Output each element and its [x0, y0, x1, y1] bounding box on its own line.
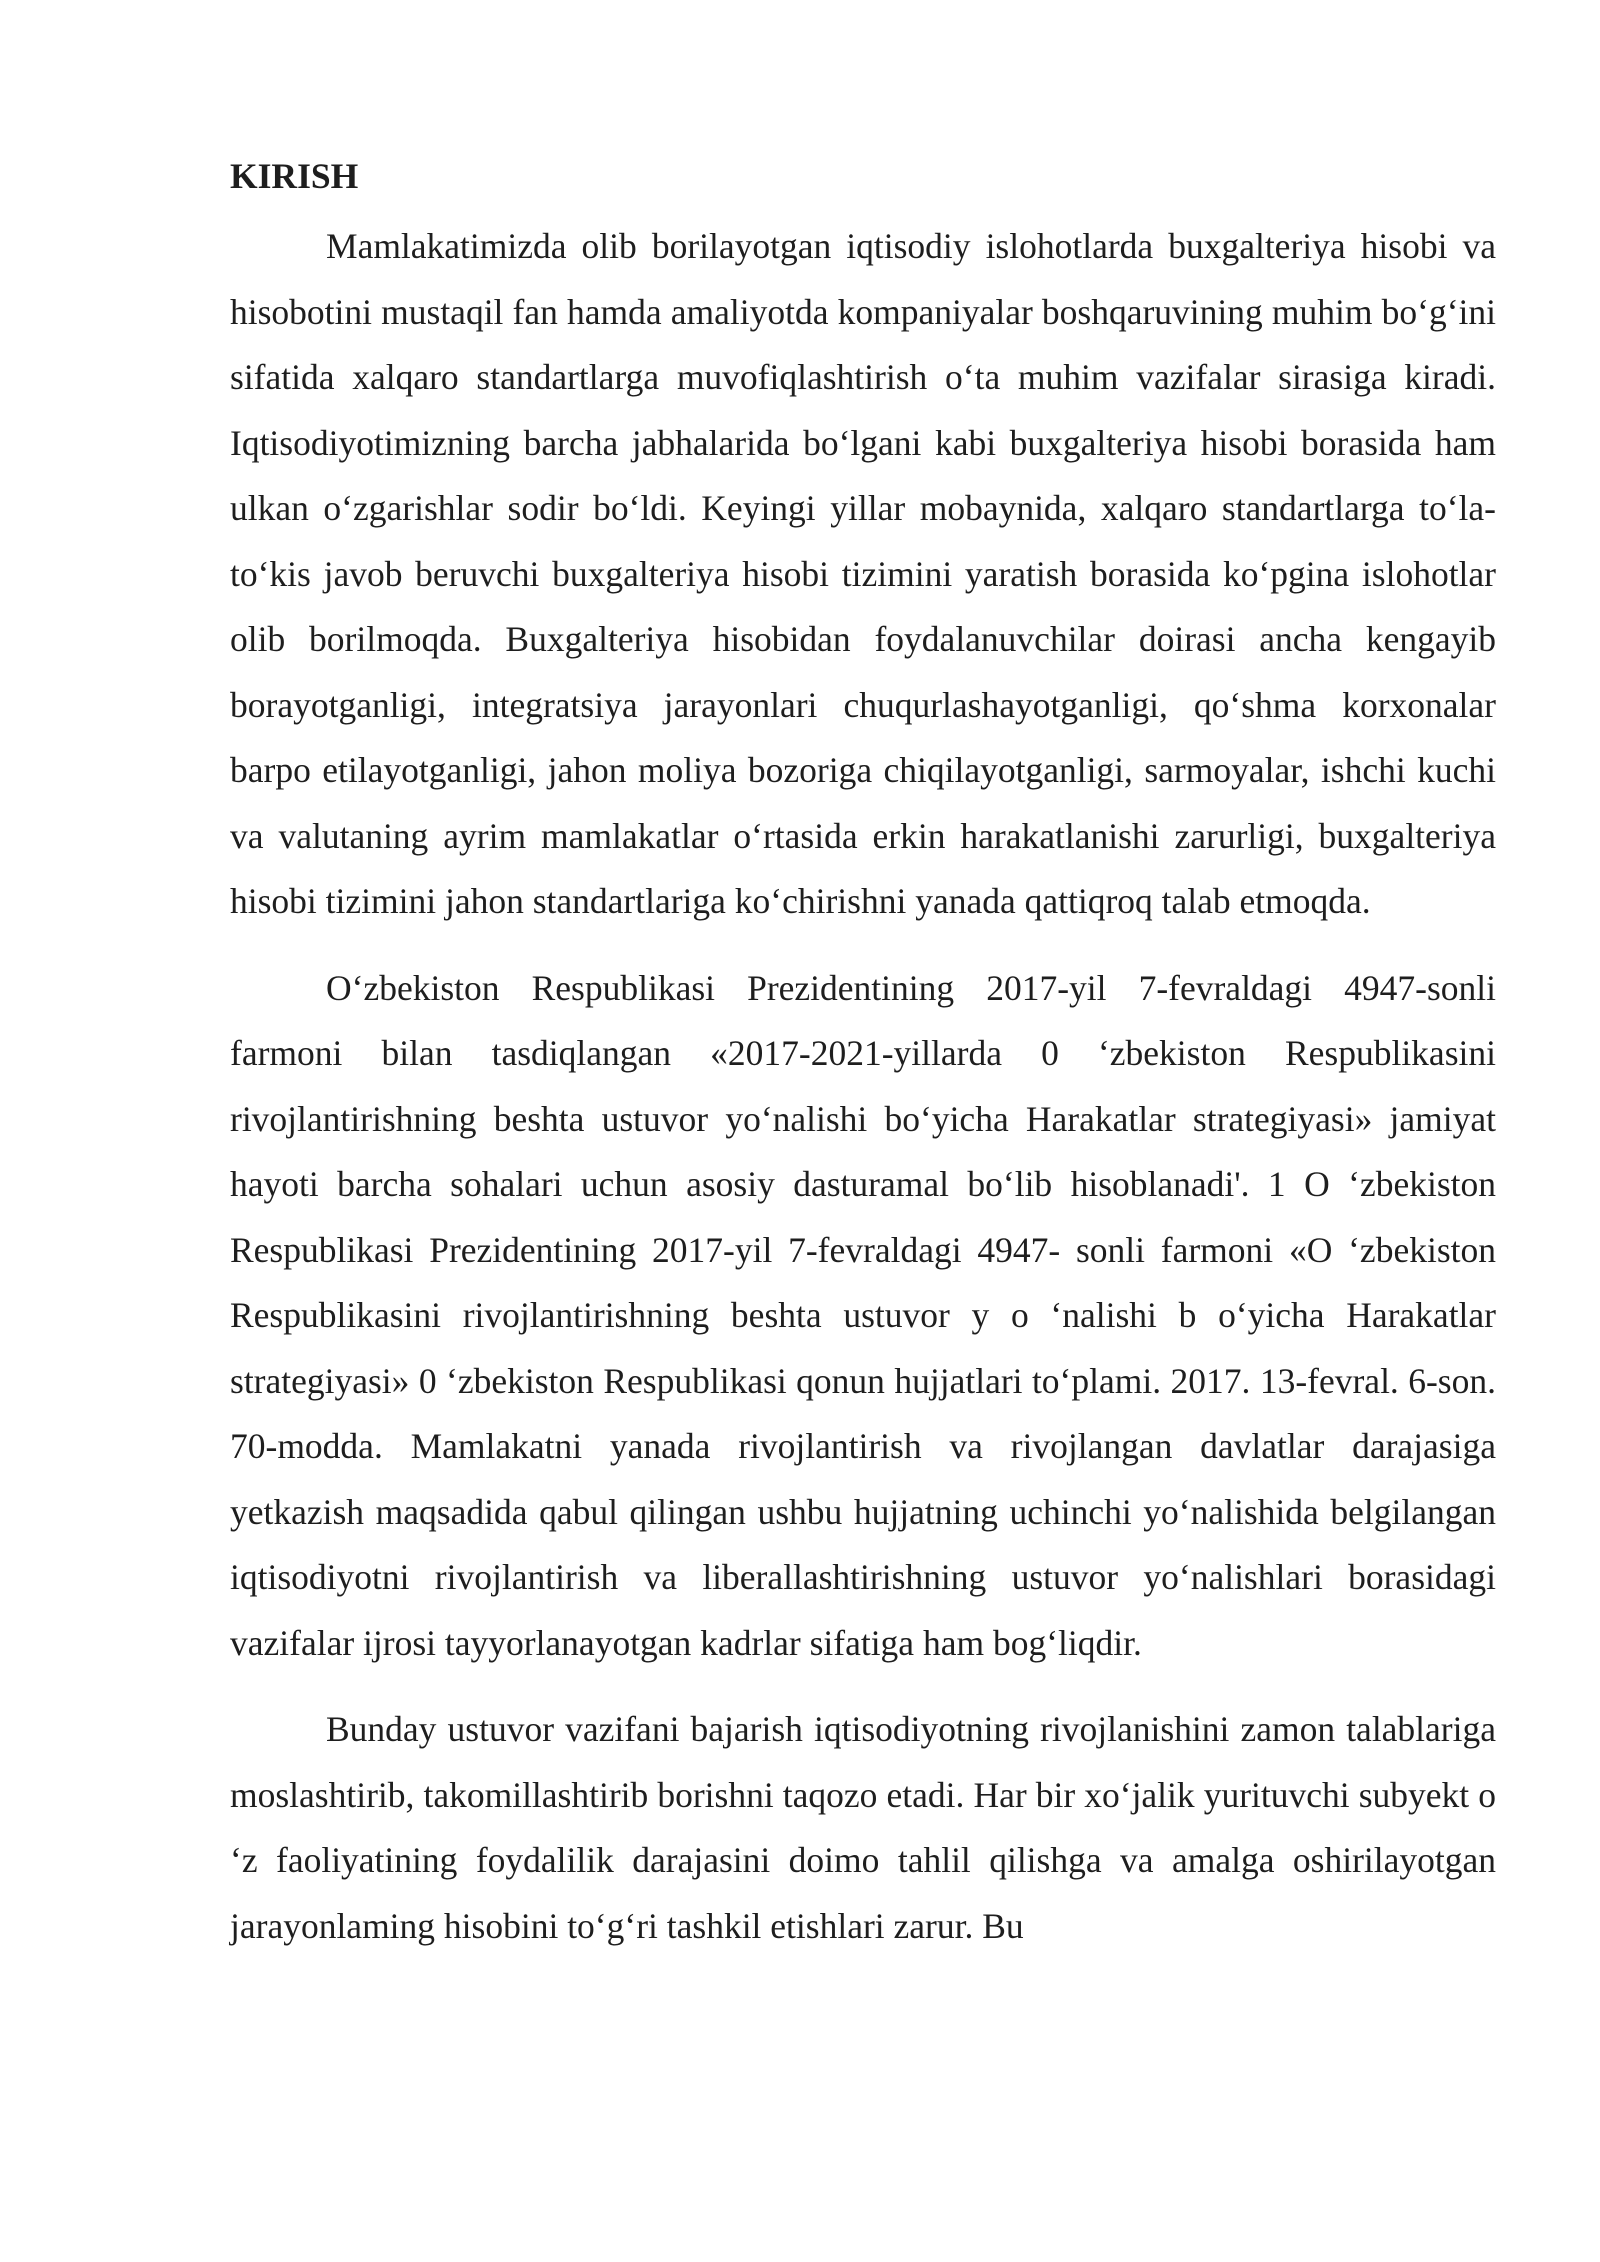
- paragraph-intro: Mamlakatimizda olib borilayotgan iqtisodiy islohotlarda buxgalteriya hisobi va hisobotini mustaqil fan hamda amaliyotda kompaniyalar boshqaruvining muhim bo‘g‘ini sifatida xalqaro standartlarga muvofiqlashtirish o‘ta muhim vazifalar sirasiga kiradi. Iqtisodiyotimizning barcha jabhalarida bo‘lgani kabi buxgalteriya hisobi borasida ham ulkan o‘zgarishlar sodir bo‘ldi. Keyingi yillar mobaynida, xalqaro standartlarga to‘la-to‘kis javob beruvchi buxgalteriya hisobi tizimini yaratish borasida ko‘pgina islohotlar olib borilmoqda. Buxgalteriya hisobidan foydalanuvchilar doirasi ancha kengayib borayotganligi, integratsiya jarayonlari chuqurlashayotganligi, qo‘shma korxonalar barpo etilayotganligi, jahon moliya bozoriga chiqilayotganligi, sarmoyalar, ishchi kuchi va valutaning ayrim mamlakatlar o‘rtasida erkin harakatlanishi zarurligi, buxgalteriya hisobi tizimini jahon standartlariga ko‘chirishni yanada qattiqroq talab etmoqda.: [230, 226, 1496, 921]
- paragraph-presidential-decree: O‘zbekiston Respublikasi Prezidentining 2017-yil 7-fevraldagi 4947-sonli farmoni bilan tasdiqlangan «2017-2021-yillarda 0 ‘zbekiston Respublikasini rivojlantirishning beshta ustuvor yo‘nalishi bo‘yicha Harakatlar strategiyasi» jamiyat hayoti barcha sohalari uchun asosiy dasturamal bo‘lib hisoblanadi'. 1 O ‘zbekiston Respublikasi Prezidentining 2017-yil 7-fevraldagi 4947- sonli farmoni «O ‘zbekiston Respublikasini rivojlantirishning beshta ustuvor y o ‘nalishi b o‘yicha Harakatlar strategiyasi» 0 ‘zbekiston Respublikasi qonun hujjatlari to‘plami. 2017. 13-fevral. 6-son. 70-modda. Mamlakatni yanada rivojlantirish va rivojlangan davlatlar darajasiga yetkazish maqsadida qabul qilingan ushbu hujjatning uchinchi yo‘nalishida belgilangan iqtisodiyotni rivojlantirish va liberallashtirishning ustuvor yo‘nalishlari borasidagi vazifalar ijrosi tayyorlanayotgan kadrlar sifatiga ham bog‘liqdir.: [230, 967, 1496, 1663]
- section-heading: KIRISH: [230, 156, 359, 196]
- paragraph-priority-tasks: Bunday ustuvor vazifani bajarish iqtisodiyotning rivojlanishini zamon talablariga moslashtirib, takomillashtirib borishni taqozo etadi. Har bir xo‘jalik yurituvchi subyekt o ‘z faoliyatining foydalilik darajasini doimo tahlil qilishga va amalga oshirilayotgan jarayonlaming hisobini to‘g‘ri tashkil etishlari zarur. Bu: [230, 1709, 1496, 1946]
- document-body: [230, 150, 1496, 1959]
